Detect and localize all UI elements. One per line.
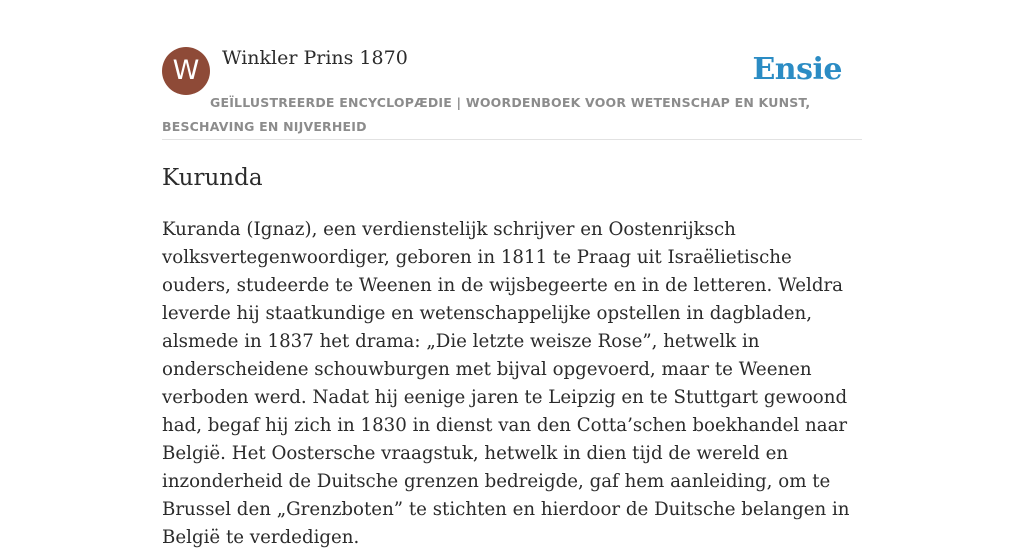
source-title-link[interactable]: Winkler Prins 1870 <box>222 47 408 69</box>
article-body: Kuranda (Ignaz), een verdienstelijk schrijver en Oostenrijksch volksvertegenwoordiger, geboren in 1811 te Praag uit Israëlietische ouders, studeerde te Weenen in de wijsbegeerte en in de letteren. Weldra leverde hij staatkundige en wetenschappelijke opstellen in dagbladen, alsmede in 1837 het drama: „Die letzte weisze Rose”, hetwelk in onderscheidene schouwburgen met bijval opgevoerd, maar te Weenen verboden werd. Nadat hij eenige jaren te Leipzig en te Stuttgart gewoond had, begaf hij zich in 1830 in dienst van den Cotta’schen boekhandel naar België. Het Oostersche vraagstuk, hetwelk in dien tijd de wereld en inzonderheid de Duitsche grenzen bedreigde, gaf hem aanleiding, om te Brussel den „Grenzboten” te stichten en hierdoor de Duitsche belangen in België te verdedigen. <box>162 219 850 548</box>
source-avatar[interactable]: W <box>162 47 210 95</box>
ensie-logo-link[interactable]: Ensie <box>752 52 842 87</box>
source-subtitle: GEÏLLUSTREERDE ENCYCLOPÆDIE | WOORDENBOEK VOOR WETENSCHAP EN KUNST, BESCHAVING EN NIJVERHEID <box>162 95 811 134</box>
header-divider <box>162 139 862 140</box>
article-title: Kurunda <box>162 165 263 191</box>
